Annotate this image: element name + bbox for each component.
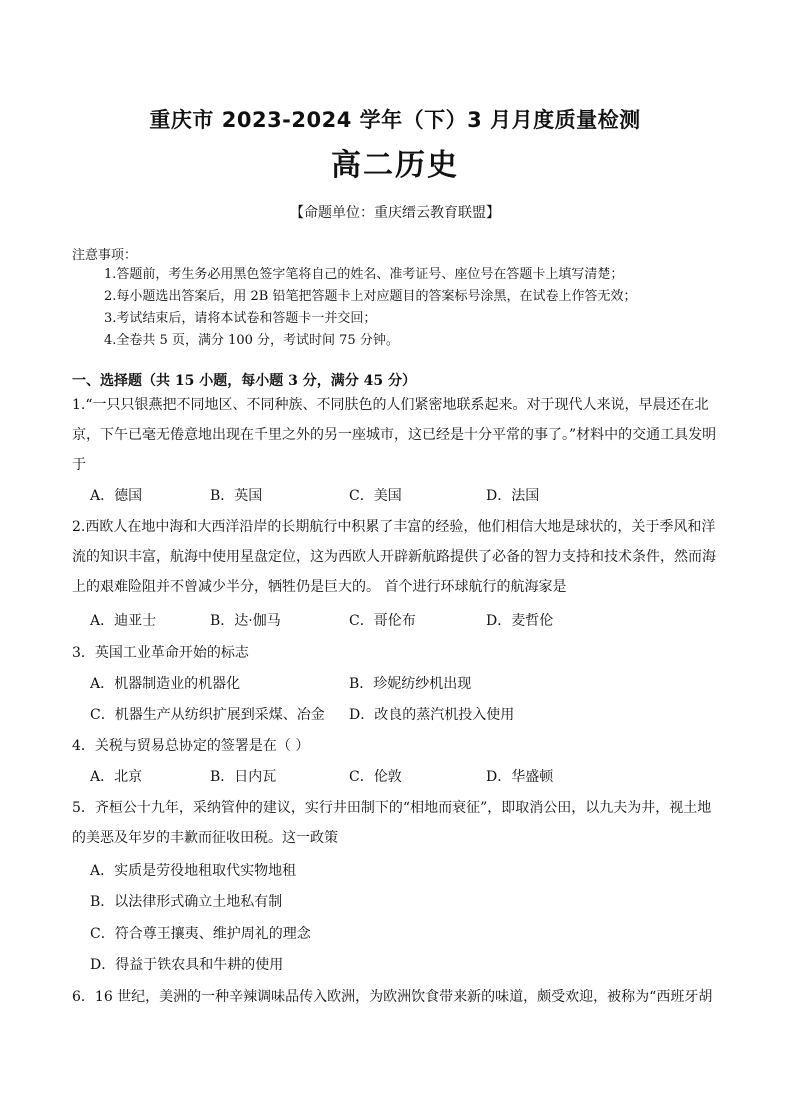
- question-stem: 3．英国工业革命开始的标志: [72, 645, 249, 661]
- option-b[interactable]: B．日内瓦: [210, 769, 277, 785]
- question-stem: 6．16 世纪，美洲的一种辛辣调味品传入欧洲，为欧洲饮食带来新的味道，颇受欢迎，被称为“西班牙胡: [72, 989, 713, 1005]
- issuing-unit: 【命题单位：重庆缙云教育联盟】: [290, 205, 500, 221]
- question-5: [72, 793, 722, 853]
- option-c[interactable]: C．美国: [349, 488, 402, 504]
- notice-item: 1.答题前，考生务必用黑色签字笔将自己的姓名、准考证号、座位号在答题卡上填写清楚；: [104, 267, 624, 282]
- question-3: [72, 638, 722, 668]
- option-b[interactable]: B．英国: [210, 488, 263, 504]
- option-a[interactable]: A．迪亚士: [90, 613, 157, 629]
- option-d[interactable]: D．麦哲伦: [486, 613, 554, 629]
- option-d[interactable]: D．法国: [486, 488, 540, 504]
- notice-heading: 注意事项：: [72, 248, 138, 263]
- option-b[interactable]: B．珍妮纺纱机出现: [349, 676, 472, 692]
- question-stem: 4．关税与贸易总协定的签署是在（ ）: [72, 738, 310, 754]
- question-2: [72, 512, 722, 602]
- subject-title: 高二历史: [331, 148, 459, 183]
- option-b[interactable]: B．达·伽马: [210, 613, 281, 629]
- question-4: [72, 731, 722, 761]
- notice-item: 3.考试结束后，请将本试卷和答题卡一并交回；: [104, 311, 377, 326]
- option-d[interactable]: D．得益于铁农具和牛耕的使用: [90, 957, 284, 973]
- question-stem: 5．齐桓公十九年，采纳管仲的建议，实行井田制下的“相地而衰征”，即取消公田，以九夫为井，视土地的美恶及年岁的丰歉而征收田税。这一政策: [72, 800, 712, 846]
- notice-item: 4.全卷共 5 页，满分 100 分，考试时间 75 分钟。: [104, 333, 399, 348]
- option-a[interactable]: A．德国: [90, 488, 143, 504]
- option-b[interactable]: B．以法律形式确立土地私有制: [90, 894, 283, 910]
- option-d[interactable]: D．华盛顿: [486, 769, 554, 785]
- option-c[interactable]: C．哥伦布: [349, 613, 416, 629]
- option-a[interactable]: A．北京: [90, 769, 143, 785]
- question-stem: 2.西欧人在地中海和大西洋沿岸的长期航行中积累了丰富的经验，他们相信大地是球状的，关于季风和洋流的知识丰富，航海中使用星盘定位，这为西欧人开辟新航路提供了必备的智力支持和技术条件，然而海上的艰难险阻并不曾减少半分，牺牲仍是巨大的。 首个进行环球航行的航海家是: [72, 519, 716, 595]
- option-c[interactable]: C．伦敦: [349, 769, 402, 785]
- section-heading: 一、选择题（共 15 小题，每小题 3 分，满分 45 分）: [72, 373, 416, 389]
- option-c[interactable]: C．机器生产从纺织扩展到采煤、冶金: [90, 707, 325, 723]
- notice-item: 2.每小题选出答案后，用 2B 铅笔把答题卡上对应题目的答案标号涂黑，在试卷上作答无效；: [104, 289, 637, 304]
- question-6: [72, 982, 722, 1012]
- notice-list: [104, 264, 637, 352]
- option-c[interactable]: C．符合尊王攘夷、维护周礼的理念: [90, 926, 311, 942]
- option-d[interactable]: D．改良的蒸汽机投入使用: [349, 707, 515, 723]
- question-1: [72, 390, 722, 480]
- exam-title: 重庆市 2023-2024 学年（下）3 月月度质量检测: [149, 108, 641, 132]
- question-stem: 1.“一只只银燕把不同地区、不同种族、不同肤色的人们紧密地联系起来。对于现代人来说，早晨还在北京，下午已毫无倦意地出现在千里之外的另一座城市，这已经是十分平常的事了。”材料中的交通工具发明于: [72, 397, 717, 473]
- option-a[interactable]: A．机器制造业的机器化: [90, 676, 241, 692]
- option-a[interactable]: A．实质是劳役地租取代实物地租: [90, 863, 297, 879]
